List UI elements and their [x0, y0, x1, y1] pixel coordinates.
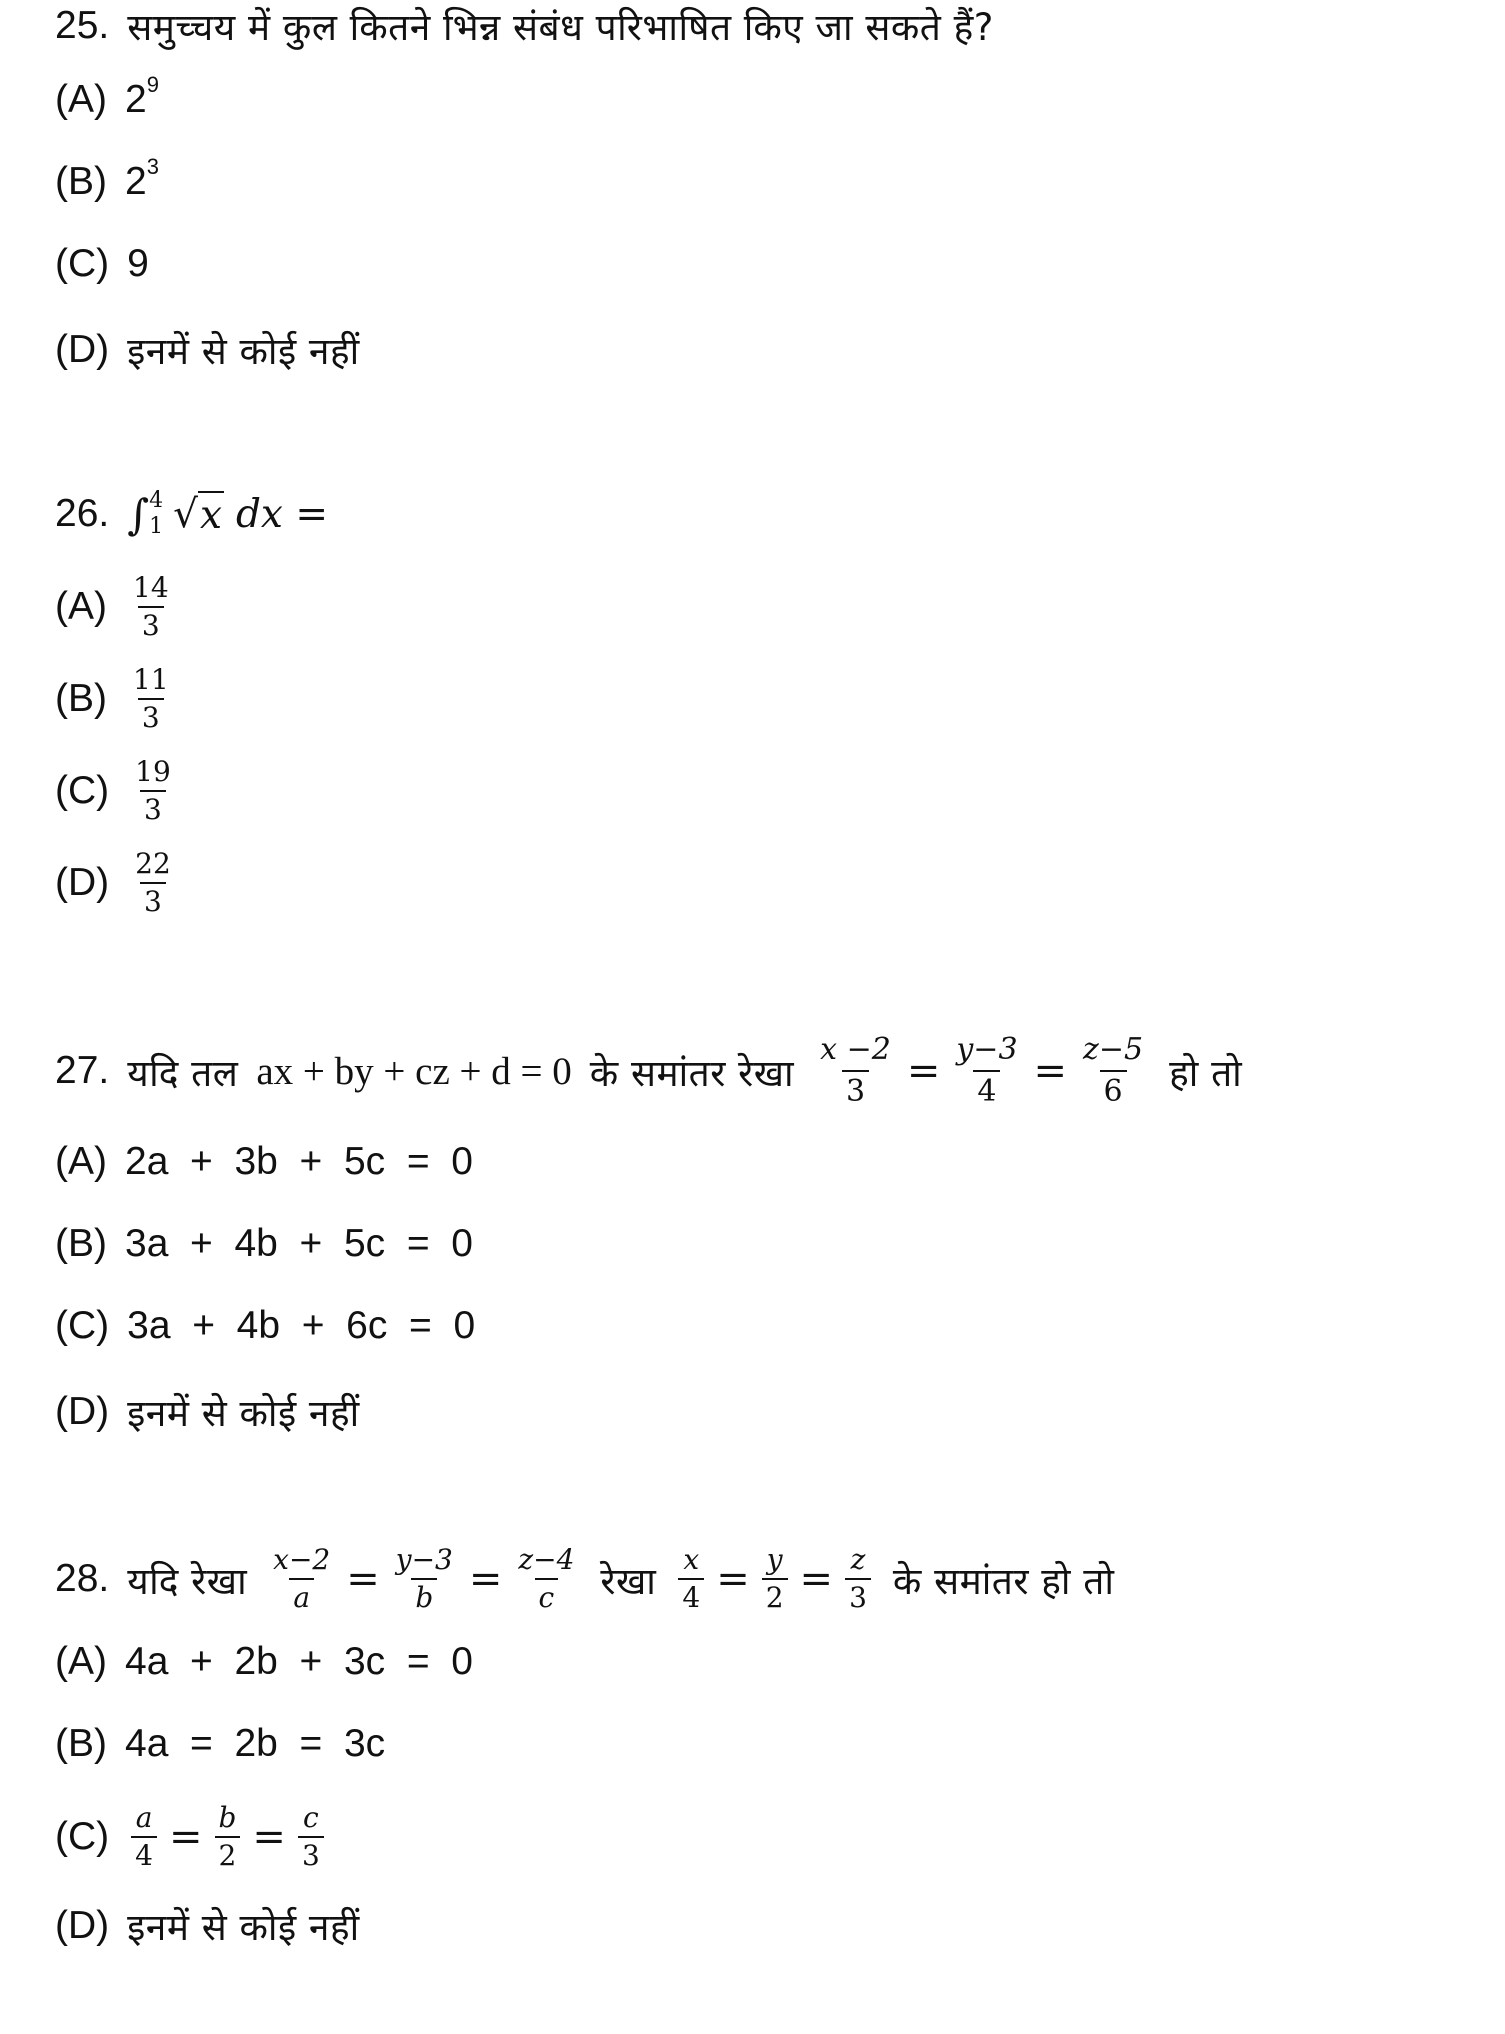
question-text-pre: यदि रेखा	[127, 1559, 248, 1603]
equals-sign: =	[346, 1556, 380, 1602]
question-number: 26.	[55, 492, 110, 535]
option-b	[55, 662, 177, 736]
option-c	[55, 242, 149, 286]
option-label: (D)	[55, 861, 110, 904]
question-text-pre: यदि तल	[127, 1051, 239, 1095]
fraction-x2: $\frac{x}{4}$	[678, 1542, 704, 1616]
option-value: 4a + 2b + 3c = 0	[125, 1640, 473, 1683]
fraction-z: $\frac{z-5}{6}$	[1079, 1030, 1147, 1112]
fraction-x: $\frac{x-2}{a}$	[273, 1543, 331, 1614]
equals-sign: =	[468, 1556, 503, 1602]
option-value: $2^3$	[125, 154, 159, 203]
option-label: (C)	[55, 769, 110, 812]
option-d	[55, 1386, 360, 1437]
equals-sign: =	[799, 1556, 834, 1602]
question-text: समुच्चय में कुल कितने भिन्न संबंध परिभाषित किए जा सकते हैं?	[127, 6, 994, 49]
question-28	[55, 1542, 1114, 1616]
option-label: (C)	[55, 1815, 110, 1858]
option-value: 4a = 2b = 3c	[125, 1722, 386, 1765]
question-number: 27.	[55, 1049, 110, 1092]
question-text-post: हो तो	[1169, 1051, 1243, 1095]
equals-sign: =	[716, 1556, 750, 1602]
option-c	[55, 1304, 475, 1348]
option-label: (C)	[55, 1304, 110, 1347]
fraction-y: $\frac{y-3}{4}$	[952, 1030, 1021, 1112]
option-label: (A)	[55, 1640, 107, 1683]
option-b	[55, 154, 159, 204]
equals-sign: =	[1033, 1048, 1068, 1094]
option-label: (B)	[55, 1722, 107, 1765]
fraction-z2: $\frac{z}{3}$	[845, 1542, 871, 1616]
equals-sign: =	[252, 1814, 286, 1860]
option-value: 3a + 4b + 5c = 0	[125, 1222, 473, 1265]
question-26	[55, 488, 328, 540]
question-27	[55, 1030, 1242, 1112]
fraction-y: $\frac{y-3}{b}$	[395, 1543, 453, 1614]
integral-expression: ∫ 4 1 √ x dx =	[127, 488, 329, 539]
fraction-a: $\frac{a}{4}$	[131, 1800, 157, 1874]
option-fraction: $\frac{14}{3}$	[133, 571, 169, 642]
plane-equation: ax + by + cz + d = 0	[256, 1049, 572, 1093]
option-fraction: $\frac{22}{3}$	[135, 847, 171, 918]
question-number: 25.	[55, 3, 110, 47]
option-value: इनमें से कोई नहीं	[127, 1906, 360, 1949]
option-a	[55, 1140, 473, 1184]
option-label: (D)	[55, 1903, 110, 1947]
option-c	[55, 1800, 328, 1874]
question-number: 28.	[55, 1557, 110, 1600]
option-a	[55, 570, 177, 644]
option-b	[55, 1722, 385, 1766]
option-label: (C)	[55, 242, 110, 285]
question-text-mid: के समांतर रेखा	[589, 1051, 795, 1095]
equals-sign: =	[906, 1048, 941, 1094]
option-label: (A)	[55, 78, 107, 121]
option-fraction: $\frac{11}{3}$	[133, 663, 169, 734]
fraction-z: $\frac{z-4}{c}$	[518, 1543, 575, 1614]
option-d	[55, 324, 360, 375]
option-value: 9	[127, 242, 149, 285]
option-label: (D)	[55, 1389, 110, 1433]
option-label: (A)	[55, 1140, 107, 1183]
option-label: (B)	[55, 160, 107, 203]
question-text-mid: रेखा	[600, 1559, 657, 1603]
option-label: (A)	[55, 585, 107, 628]
option-d	[55, 1900, 360, 1951]
option-fraction: $\frac{19}{3}$	[135, 755, 171, 826]
option-label: (B)	[55, 677, 107, 720]
question-text-post: के समांतर हो तो	[892, 1559, 1115, 1603]
fraction-c: $\frac{c}{3}$	[298, 1800, 324, 1874]
fraction-b: $\frac{b}{2}$	[214, 1800, 240, 1874]
option-value: $2^9$	[125, 72, 159, 121]
option-a	[55, 1640, 473, 1684]
option-value: इनमें से कोई नहीं	[127, 1392, 360, 1435]
option-label: (B)	[55, 1222, 107, 1265]
fraction-x: $\frac{x -2}{3}$	[816, 1030, 895, 1112]
option-c	[55, 754, 179, 828]
option-d	[55, 846, 179, 920]
equals-sign: =	[168, 1814, 203, 1860]
option-b	[55, 1222, 473, 1266]
option-label: (D)	[55, 327, 110, 371]
option-a	[55, 72, 159, 122]
option-value: इनमें से कोई नहीं	[127, 330, 360, 373]
option-value: 2a + 3b + 5c = 0	[125, 1140, 473, 1183]
fraction-y2: $\frac{y}{2}$	[762, 1542, 788, 1616]
question-25	[55, 0, 994, 51]
option-value: 3a + 4b + 6c = 0	[127, 1304, 476, 1347]
